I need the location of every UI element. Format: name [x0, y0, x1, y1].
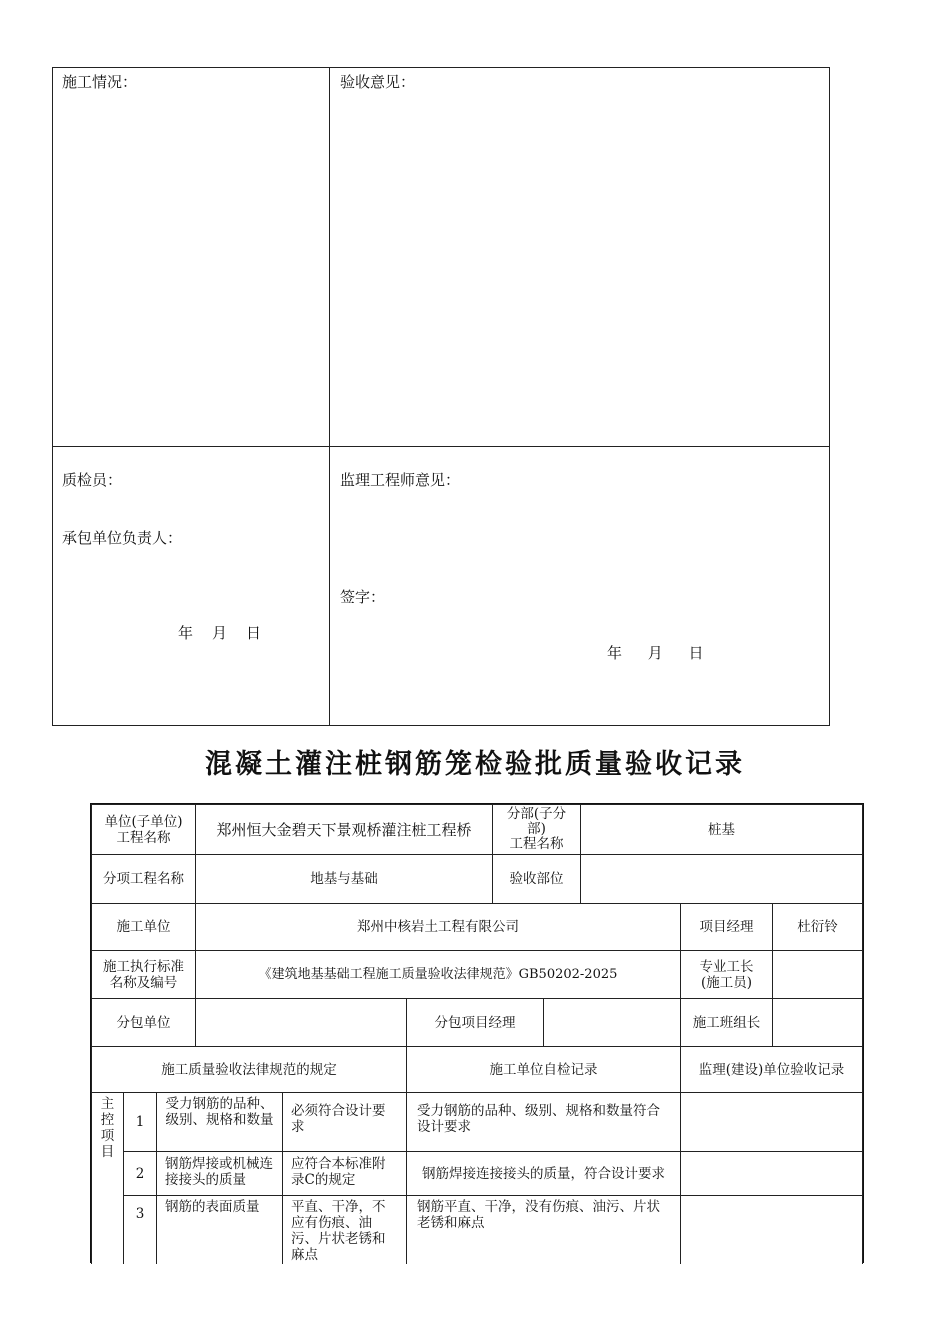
item-3-supervision	[680, 1195, 863, 1264]
item-2-name: 钢筋焊接或机械连接接头的质量	[156, 1151, 283, 1196]
contractor-head-label: 承包单位负责人：	[62, 529, 183, 547]
item-2-no: 2	[123, 1151, 157, 1196]
item-2-requirement: 应符合本标准附录C的规定	[282, 1151, 407, 1196]
header-rules: 施工质量验收法律规范的规定	[91, 1046, 407, 1093]
record-title: 混凝土灌注桩钢筋笼检验批质量验收记录	[205, 749, 745, 780]
item-3-requirement: 平直、干净，不应有伤痕、油污、片状老锈和麻点	[282, 1195, 407, 1264]
top-form	[52, 67, 830, 726]
unit-project-value: 郑州恒大金碧天下景观桥灌注桩工程桥	[195, 804, 493, 855]
item-1-supervision	[680, 1092, 863, 1152]
sub-pm-value	[543, 998, 681, 1047]
top-form-vertical-divider	[329, 67, 330, 726]
subcontractor-value	[195, 998, 407, 1047]
right-date: 年 月 日	[607, 644, 706, 662]
header-self-check: 施工单位自检记录	[406, 1046, 681, 1093]
item-3-name: 钢筋的表面质量	[156, 1195, 283, 1264]
construction-unit-value: 郑州中核岩土工程有限公司	[195, 903, 681, 951]
item-3-self-check: 钢筋平直、干净，没有伤痕、油污、片状老锈和麻点	[406, 1195, 681, 1264]
header-supervision: 监理(建设)单位验收记录	[680, 1046, 863, 1093]
standard-label: 施工执行标准 名称及编号	[91, 950, 196, 999]
acceptance-opinion-label: 验收意见：	[340, 73, 416, 91]
acceptance-part-label: 验收部位	[492, 854, 581, 904]
subcontractor-label: 分包单位	[91, 998, 196, 1047]
sub-item-value: 地基与基础	[195, 854, 493, 904]
item-1-requirement: 必须符合设计要求	[282, 1092, 407, 1152]
team-leader-label: 施工班组长	[680, 998, 773, 1047]
signature-label: 签字：	[340, 588, 386, 606]
project-manager-value: 杜衍铃	[772, 903, 863, 951]
project-manager-label: 项目经理	[680, 903, 773, 951]
main-control-label: 主 控 项 目	[91, 1092, 124, 1264]
sub-division-label: 分部(子分 部) 工程名称	[492, 804, 581, 855]
left-date: 年 月 日	[178, 624, 264, 642]
top-form-horizontal-divider	[52, 446, 830, 447]
foreman-label: 专业工长 (施工员)	[680, 950, 773, 999]
supervisor-opinion-label: 监理工程师意见：	[340, 471, 461, 489]
item-2-supervision	[680, 1151, 863, 1196]
team-leader-value	[772, 998, 863, 1047]
construction-status-label: 施工情况：	[62, 73, 138, 91]
standard-value: 《建筑地基基础工程施工质量验收法律规范》GB50202-2025	[195, 950, 681, 999]
item-1-no: 1	[123, 1092, 157, 1152]
item-1-self-check: 受力钢筋的品种、级别、规格和数量符合设计要求	[406, 1092, 681, 1152]
item-1-name: 受力钢筋的品种、级别、规格和数量	[156, 1092, 283, 1152]
sub-division-value: 桩基	[580, 804, 863, 855]
inspector-label: 质检员：	[62, 471, 123, 489]
foreman-value	[772, 950, 863, 999]
item-3-no: 3	[123, 1195, 157, 1264]
unit-project-label: 单位(子单位) 工程名称	[91, 804, 196, 855]
construction-unit-label: 施工单位	[91, 903, 196, 951]
sub-pm-label: 分包项目经理	[406, 998, 544, 1047]
sub-item-label: 分项工程名称	[91, 854, 196, 904]
acceptance-part-value	[580, 854, 863, 904]
item-2-self-check: 钢筋焊接连接接头的质量，符合设计要求	[406, 1151, 681, 1196]
